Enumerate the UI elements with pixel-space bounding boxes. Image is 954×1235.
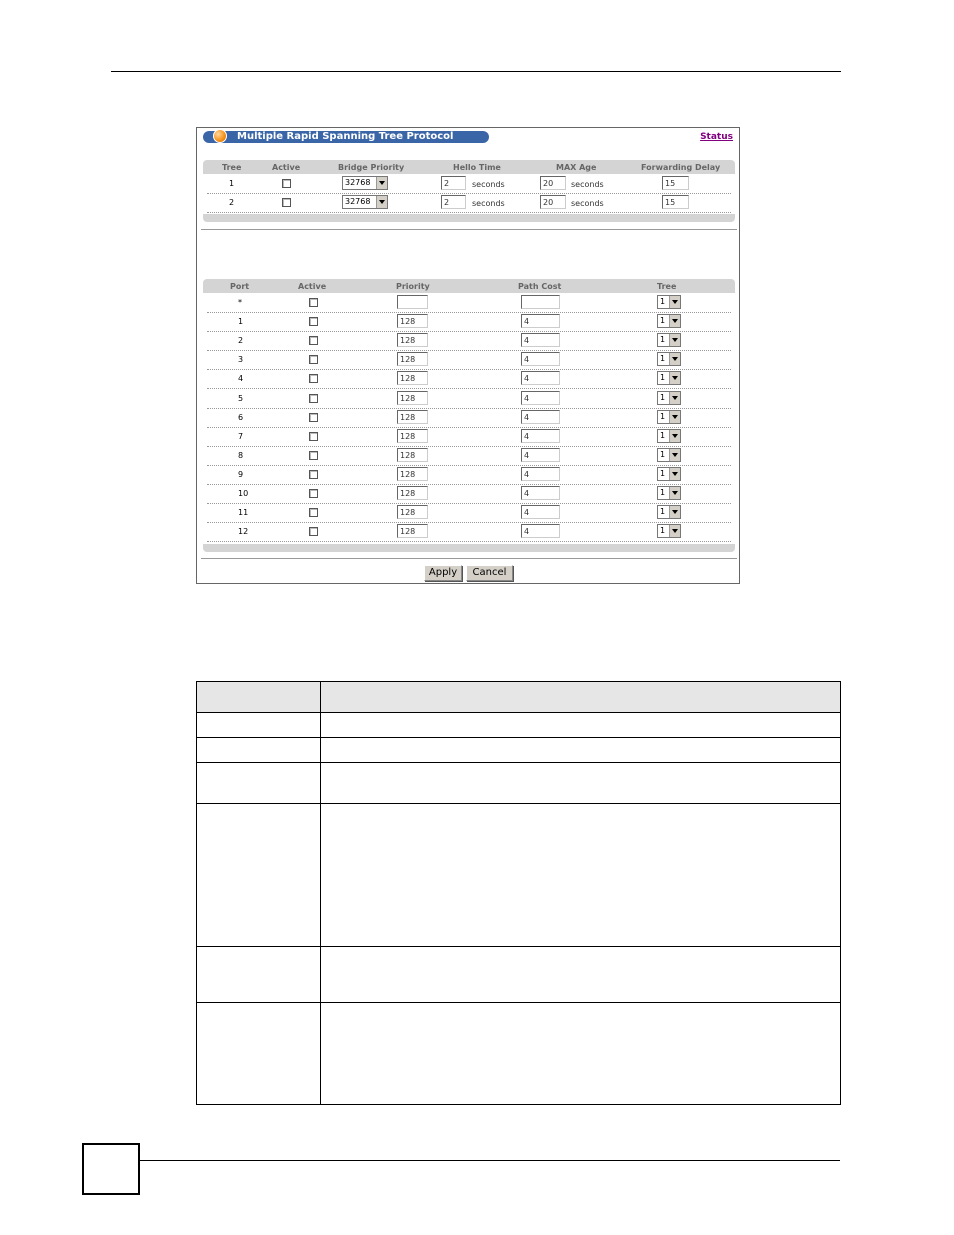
- port-priority-input[interactable]: 128: [397, 391, 428, 405]
- table-row: [197, 682, 841, 713]
- bridge-priority-select[interactable]: [342, 176, 388, 190]
- port-tree-select[interactable]: [657, 467, 681, 481]
- port-tree-value: 1: [660, 354, 666, 364]
- col-header-path-cost: Path Cost: [518, 282, 562, 291]
- port-priority-input[interactable]: 128: [397, 486, 428, 500]
- chevron-down-icon: [669, 468, 680, 480]
- screen-title: Multiple Rapid Spanning Tree Protocol: [237, 131, 454, 142]
- apply-button[interactable]: Apply: [424, 565, 462, 581]
- port-priority-input[interactable]: 128: [397, 314, 428, 328]
- port-number: 8: [238, 450, 244, 460]
- port-path-cost-input[interactable]: 4: [521, 467, 560, 481]
- table-row: [197, 738, 841, 763]
- port-active-checkbox[interactable]: [309, 470, 318, 479]
- section-divider: [201, 229, 737, 230]
- port-tree-value: 1: [660, 449, 666, 459]
- chevron-down-icon: [669, 411, 680, 423]
- table-row: [207, 408, 731, 428]
- header-rule: [111, 71, 841, 72]
- port-tree-value: 1: [660, 316, 666, 326]
- port-priority-input[interactable]: [397, 295, 428, 309]
- port-path-cost-input[interactable]: 4: [521, 333, 560, 347]
- port-tree-value: 1: [660, 430, 666, 440]
- max-age-unit: seconds: [571, 199, 604, 208]
- port-number: 9: [238, 469, 244, 479]
- port-tree-value: 1: [660, 411, 666, 421]
- table-row: [207, 389, 731, 409]
- chevron-down-icon: [669, 353, 680, 365]
- chevron-down-icon: [669, 315, 680, 327]
- table-row: [207, 174, 731, 194]
- port-active-checkbox[interactable]: [309, 317, 318, 326]
- port-active-checkbox[interactable]: [309, 374, 318, 383]
- port-tree-select[interactable]: [657, 295, 681, 309]
- description-table: [196, 681, 841, 1105]
- tree-rows: [203, 174, 735, 214]
- port-tree-select[interactable]: [657, 352, 681, 366]
- chevron-down-icon: [376, 196, 387, 208]
- port-tree-select[interactable]: [657, 429, 681, 443]
- table-cell: [321, 763, 841, 804]
- mrstp-screen: [196, 127, 740, 584]
- port-active-checkbox[interactable]: [309, 298, 318, 307]
- title-orb-icon: [213, 129, 227, 143]
- table-cell: [197, 738, 321, 763]
- table-row: [197, 1003, 841, 1105]
- chevron-down-icon: [376, 177, 387, 189]
- chevron-down-icon: [669, 525, 680, 537]
- tree-id: 2: [229, 198, 235, 207]
- table-row: [207, 312, 731, 332]
- bridge-priority-select[interactable]: [342, 195, 388, 209]
- port-path-cost-input[interactable]: 4: [521, 448, 560, 462]
- hello-time-unit: seconds: [472, 180, 505, 189]
- max-age-input[interactable]: 20: [540, 176, 566, 190]
- port-active-checkbox[interactable]: [309, 489, 318, 498]
- port-active-checkbox[interactable]: [309, 355, 318, 364]
- chevron-down-icon: [669, 449, 680, 461]
- chevron-down-icon: [669, 372, 680, 384]
- port-number: 4: [238, 374, 244, 384]
- port-tree-select[interactable]: [657, 371, 681, 385]
- chevron-down-icon: [669, 296, 680, 308]
- screen-title-bar: [203, 131, 489, 143]
- col-header-port-active: Active: [298, 282, 327, 291]
- col-header-max-age: MAX Age: [556, 163, 597, 172]
- port-tree-select[interactable]: [657, 333, 681, 347]
- max-age-input[interactable]: 20: [540, 195, 566, 209]
- port-number: 7: [238, 431, 244, 441]
- port-priority-input[interactable]: 128: [397, 410, 428, 424]
- table-row: [207, 293, 731, 313]
- table-row: [197, 804, 841, 947]
- port-active-checkbox[interactable]: [309, 508, 318, 517]
- port-tree-value: 1: [660, 335, 666, 345]
- cancel-button[interactable]: Cancel: [466, 565, 513, 581]
- port-number: 6: [238, 412, 244, 422]
- port-tree-select[interactable]: [657, 505, 681, 519]
- table-cell: [197, 947, 321, 1003]
- table-row: [207, 193, 731, 213]
- port-active-checkbox[interactable]: [309, 527, 318, 536]
- table-row: [207, 331, 731, 351]
- tree-active-checkbox[interactable]: [282, 198, 291, 207]
- tree-settings-group: [203, 160, 735, 222]
- table-cell: [321, 804, 841, 947]
- status-link[interactable]: Status: [700, 132, 733, 142]
- col-header-bridge-priority: Bridge Priority: [338, 163, 405, 172]
- hello-time-input[interactable]: 2: [441, 176, 466, 190]
- port-tree-select[interactable]: [657, 524, 681, 538]
- port-path-cost-input[interactable]: [521, 295, 560, 309]
- table-header-cell: [321, 682, 841, 713]
- table-row: [207, 503, 731, 523]
- table-cell: [321, 1003, 841, 1105]
- chevron-down-icon: [669, 487, 680, 499]
- port-path-cost-input[interactable]: 4: [521, 371, 560, 385]
- table-cell: [321, 713, 841, 738]
- table-row: [207, 522, 731, 542]
- table-cell: [321, 947, 841, 1003]
- port-number: 1: [238, 317, 244, 327]
- table-row: [197, 947, 841, 1003]
- port-tree-value: 1: [660, 373, 666, 383]
- col-header-priority: Priority: [396, 282, 430, 291]
- chevron-down-icon: [669, 430, 680, 442]
- tree-active-checkbox[interactable]: [282, 179, 291, 188]
- table-cell: [197, 1003, 321, 1105]
- max-age-unit: seconds: [571, 180, 604, 189]
- table-row: [207, 427, 731, 447]
- port-rows: [203, 293, 735, 544]
- port-tree-select[interactable]: [657, 314, 681, 328]
- col-header-tree: Tree: [222, 163, 242, 172]
- table-cell: [197, 713, 321, 738]
- port-path-cost-input[interactable]: 4: [521, 352, 560, 366]
- buttons-divider: [201, 558, 737, 559]
- table-cell: [321, 738, 841, 763]
- port-tree-value: 1: [660, 507, 666, 517]
- port-path-cost-input[interactable]: 4: [521, 524, 560, 538]
- col-header-hello-time: Hello Time: [453, 163, 501, 172]
- port-tree-value: 1: [660, 488, 666, 497]
- forwarding-delay-input[interactable]: 15: [662, 195, 689, 209]
- port-number: 12: [238, 527, 249, 537]
- col-header-active: Active: [272, 163, 301, 172]
- tree-id: 1: [229, 179, 235, 188]
- port-number: 3: [238, 355, 244, 365]
- bridge-priority-value: 32768: [345, 178, 371, 187]
- port-priority-input[interactable]: 128: [397, 505, 428, 519]
- port-tree-value: 1: [660, 392, 666, 402]
- table-cell: [197, 804, 321, 947]
- table-row: [207, 350, 731, 370]
- port-tree-value: 1: [660, 526, 666, 536]
- forwarding-delay-input[interactable]: 15: [662, 176, 689, 190]
- table-cell: [197, 763, 321, 804]
- port-tree-value: 1: [660, 297, 666, 306]
- port-priority-input[interactable]: 128: [397, 371, 428, 385]
- port-settings-group: [203, 279, 735, 552]
- table-row: [207, 446, 731, 466]
- port-number: 11: [238, 508, 249, 518]
- port-path-cost-input[interactable]: 4: [521, 429, 560, 443]
- chevron-down-icon: [669, 334, 680, 346]
- port-path-cost-input[interactable]: 4: [521, 391, 560, 405]
- port-tree-select[interactable]: [657, 410, 681, 424]
- port-number: 2: [238, 336, 244, 346]
- bridge-priority-value: 32768: [345, 197, 371, 206]
- page-number-box: [82, 1143, 140, 1195]
- col-header-port: Port: [230, 282, 250, 291]
- chevron-down-icon: [669, 506, 680, 518]
- port-active-checkbox[interactable]: [309, 413, 318, 422]
- col-header-tree: Tree: [657, 282, 677, 291]
- port-number: 10: [238, 489, 249, 498]
- port-priority-input[interactable]: 128: [397, 352, 428, 366]
- table-row: [207, 369, 731, 389]
- table-header-cell: [197, 682, 321, 713]
- table-row: [207, 465, 731, 485]
- port-path-cost-input[interactable]: 4: [521, 314, 560, 328]
- port-active-checkbox[interactable]: [309, 336, 318, 345]
- port-number: *: [238, 298, 242, 307]
- port-priority-input[interactable]: 128: [397, 448, 428, 462]
- port-path-cost-input[interactable]: 4: [521, 505, 560, 519]
- table-row: [197, 763, 841, 804]
- hello-time-input[interactable]: 2: [441, 195, 466, 209]
- port-priority-input[interactable]: 128: [397, 524, 428, 538]
- port-number: 5: [238, 393, 244, 403]
- footer-rule: [140, 1160, 840, 1161]
- port-active-checkbox[interactable]: [309, 394, 318, 403]
- port-active-checkbox[interactable]: [309, 432, 318, 441]
- port-tree-select[interactable]: [657, 486, 681, 500]
- chevron-down-icon: [669, 392, 680, 404]
- port-tree-select[interactable]: [657, 448, 681, 462]
- hello-time-unit: seconds: [472, 199, 505, 208]
- table-row: [207, 484, 731, 504]
- col-header-forwarding-delay: Forwarding Delay: [641, 163, 721, 172]
- port-active-checkbox[interactable]: [309, 451, 318, 460]
- port-priority-input[interactable]: 128: [397, 467, 428, 481]
- port-path-cost-input[interactable]: 4: [521, 410, 560, 424]
- port-priority-input[interactable]: 128: [397, 333, 428, 347]
- port-path-cost-input[interactable]: 4: [521, 486, 560, 500]
- port-tree-select[interactable]: [657, 391, 681, 405]
- table-row: [197, 713, 841, 738]
- port-priority-input[interactable]: 128: [397, 429, 428, 443]
- port-tree-value: 1: [660, 468, 666, 478]
